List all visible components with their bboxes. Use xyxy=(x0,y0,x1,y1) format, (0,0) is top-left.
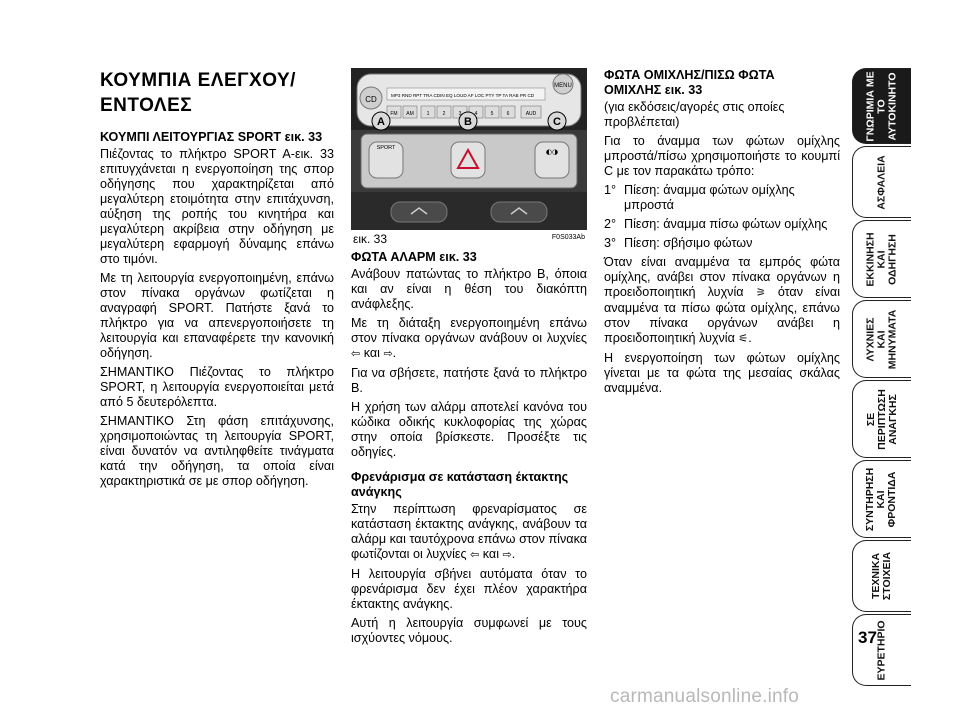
alarm-paragraph-1: Ανάβουν πατώντας το πλήκτρο B, όποια και αν είναι η θέση του διακόπτη ανάφλεξης. xyxy=(351,267,587,311)
brake-paragraph-2: Η λειτουργία σβήνει αυτόματα όταν το φρενάρισμα δεν έχει πλέον χαρακτήρα έκτακτης ανάγκης. xyxy=(351,567,587,611)
label-a: A xyxy=(377,116,385,128)
radio-preset-label: 3 xyxy=(458,111,462,117)
radio-aud-label: AUD xyxy=(525,111,537,117)
column-fog xyxy=(604,68,840,400)
chapter-tab-label: ΕΥΡΕΤΗΡΙΟ xyxy=(875,619,888,681)
chapter-tab[interactable] xyxy=(852,146,911,218)
brake-heading: Φρενάρισμα σε κατάσταση έκτακτης ανάγκης xyxy=(351,470,569,499)
fog-steps-list xyxy=(604,183,840,251)
radio-preset-label: 4 xyxy=(474,111,478,117)
radio-am-label: AM xyxy=(406,111,414,117)
figure-number: εικ. 33 xyxy=(353,232,388,246)
page-number: 37 xyxy=(858,628,877,647)
radio-preset-label: 6 xyxy=(506,111,510,117)
radio-display-text: MP3 RND RPT TRA CDIN EQ LOUD AF LOC PTY TP TA RAB PR CD xyxy=(391,93,535,98)
front-fog-lamp-icon: ⚞ xyxy=(755,287,766,299)
fog-paragraph-2: Όταν είναι αναμμένα τα εμπρός φώτα ομίχλης, ανάβει στον πίνακα οργάνων η προειδοποιητική λυχνία ⚞ όταν είναι αναμμένα τα πίσω φώτα ομίχλης, επάνω στον πίνακα οργάνων ανάβει η προειδοποιητική λυχνία ⚟. xyxy=(604,255,840,345)
right-turn-indicator-icon: ⇨ xyxy=(383,348,393,360)
brake-paragraph-1: Στην περίπτωση φρεναρίσματος σε κατάσταση έκτακτης ανάγκης, ανάβουν τα αλάρμ και ταυτόχρονα επάνω στον πίνακα φωτίζονται οι λυχνίες ⇦ και ⇨. xyxy=(351,502,587,561)
chapter-tab-label: ΤΕΧΝΙΚΑ ΣΤΟΙΧΕΙΑ xyxy=(870,551,893,601)
chapter-tab-label: ΣΕ ΠΕΡΙΠΤΩΣΗ ΑΝΑΓΚΗΣ xyxy=(864,388,899,450)
fog-step-number: 1° xyxy=(604,183,617,197)
chapter-tab-label: ΑΣΦΑΛΕΙΑ xyxy=(875,154,888,210)
chapter-tab-label: ΕΚΚΙΝΗΣΗ ΚΑΙ ΟΔΗΓΗΣΗ xyxy=(864,231,899,287)
watermark: carmanualsonline.info xyxy=(610,686,800,707)
sport-note-2: ΣΗΜΑΝΤΙΚΟ Στη φάση επιτάχυνσης, χρησιμοποιώντας τη λειτουργία SPORT, είναι δυνατόν να αντιληφθείτε τινάγματα κατά την οδήγηση, τα οποία είναι χαρακτηριστικά σε με σπορ οδήγηση. xyxy=(100,414,334,488)
fog-step-number: 3° xyxy=(604,236,617,250)
figure-code: F0S033Ab xyxy=(551,234,585,241)
sport-note-1: ΣΗΜΑΝΤΙΚΟ Πιέζοντας το πλήκτρο SPORT, η λειτουργία ενεργοποιείται μετά από 5 δευτερόλεπτα. xyxy=(100,365,334,409)
fog-step-text: Πίεση: άναμμα φώτων ομίχλης μπροστά xyxy=(624,183,795,212)
radio-fm-label: FM xyxy=(390,111,398,117)
fog-subheading: (για εκδόσεις/αγορές στις οποίες προβλέπεται) xyxy=(604,100,785,129)
sport-heading: ΚΟΥΜΠΙ ΛΕΙΤΟΥΡΓΙΑΣ SPORT εικ. 33 xyxy=(100,130,323,144)
sport-paragraph-1: Πιέζοντας το πλήκτρο SPORT A-εικ. 33 επιτυγχάνεται η ενεργοποίηση της σπορ οδήγησης που χαρακτηρίζεται από μεγαλύτερη ετοιμότητα στην επιτάχυνση, αύξηση της ροπής του κινητήρα και μεγαλύτερη ακρίβεια στην οδήγηση με μεγαλύτερη εφαρμογή δύναμης επάνω στο τιμόνι. xyxy=(100,147,334,266)
chapter-tab-label: ΣΥΝΤΗΡΗΣΗ ΚΑΙ ΦΡΟΝΤΙΔΑ xyxy=(864,467,899,531)
alarm-paragraph-2: Με τη διάταξη ενεργοποιημένη επάνω στον πίνακα οργάνων ανάβουν οι λυχνίες ⇦ και ⇨. xyxy=(351,316,587,360)
chapter-tab[interactable] xyxy=(852,460,911,538)
fog-step-item xyxy=(604,183,840,213)
fog-step-item xyxy=(604,217,840,232)
label-c: C xyxy=(553,116,561,128)
sport-button-label: SPORT xyxy=(376,145,396,151)
dashboard-figure xyxy=(351,68,587,230)
chapter-tab[interactable] xyxy=(852,614,911,686)
fog-step-text: Πίεση: σβήσιμο φώτων xyxy=(624,236,753,250)
radio-menu-label: MENU xyxy=(554,83,572,89)
radio-preset-label: 2 xyxy=(442,111,446,117)
chapter-tab[interactable] xyxy=(852,300,911,378)
page-title: ΚΟΥΜΠΙΑ ΕΛΕΓΧΟΥ/ ΕΝΤΟΛΕΣ xyxy=(100,70,296,116)
fog-button-icon: ◐◑ xyxy=(545,148,559,156)
column-sport xyxy=(100,68,334,493)
brake-paragraph-3: Αυτή η λειτουργία συμφωνεί με τους ισχύοντες νόμους. xyxy=(351,616,587,645)
left-turn-indicator-icon: ⇦ xyxy=(351,348,361,360)
chapter-tab-label: ΛΥΧΝΙΕΣ ΚΑΙ ΜΗΝΥΜΑΤΑ xyxy=(864,309,899,369)
chapter-tab[interactable] xyxy=(852,68,911,144)
fog-intro: Για το άναμμα των φώτων ομίχλης μπροστά/πίσω χρησιμοποιήστε το κουμπί C με τον παρακάτω τρόπο: xyxy=(604,134,840,178)
alarm-heading: ΦΩΤΑ ΑΛΑΡΜ εικ. 33 xyxy=(351,250,477,264)
chapter-tab-label: ΓΝΩΡΙΜΙΑ ΜΕ ΤΟ ΑΥΤΟΚΙΝΗΤΟ xyxy=(864,70,899,142)
dashboard-illustration xyxy=(351,68,587,230)
alarm-paragraph-3: Για να σβήσετε, πατήστε ξανά το πλήκτρο B. xyxy=(351,366,587,395)
left-turn-indicator-icon: ⇦ xyxy=(470,549,480,561)
fog-step-item xyxy=(604,236,840,251)
fog-step-text: Πίεση: άναμμα πίσω φώτων ομίχλης xyxy=(624,217,828,231)
sport-paragraph-2: Με τη λειτουργία ενεργοποιημένη, επάνω στον πίνακα οργάνων φωτίζεται η αναγραφή SPORT. Πατήστε ξανά το πλήκτρο για να απενεργοποιήσετε τη λειτουργία και επαναφέρετε την κανονική οδήγηση. xyxy=(100,271,334,360)
fog-heading: ΦΩΤΑ ΟΜΙΧΛΗΣ/ΠΙΣΩ ΦΩΤΑ ΟΜΙΧΛΗΣ εικ. 33 xyxy=(604,68,775,97)
radio-preset-label: 1 xyxy=(426,111,430,117)
radio-cd-label: CD xyxy=(365,95,377,104)
chapter-tab[interactable] xyxy=(852,220,911,298)
radio-preset-label: 5 xyxy=(490,111,494,117)
fog-step-number: 2° xyxy=(604,217,617,231)
chapter-tab[interactable] xyxy=(852,380,911,458)
label-b: B xyxy=(464,116,472,128)
chapter-tab[interactable] xyxy=(852,540,911,612)
fog-paragraph-3: Η ενεργοποίηση των φώτων ομίχλης γίνεται με τα φώτα της μεσαίας σκάλας αναμμένα. xyxy=(604,351,840,395)
right-turn-indicator-icon: ⇨ xyxy=(502,549,512,561)
rear-fog-lamp-icon: ⚟ xyxy=(738,333,749,345)
alarm-paragraph-4: Η χρήση των αλάρμ αποτελεί κανόνα του κώδικα οδικής κυκλοφορίας της χώρας στην οποία βρίσκεστε. Προσέξτε τις οδηγίες. xyxy=(351,400,587,459)
column-hazard xyxy=(351,250,587,650)
figure-caption xyxy=(351,232,587,246)
